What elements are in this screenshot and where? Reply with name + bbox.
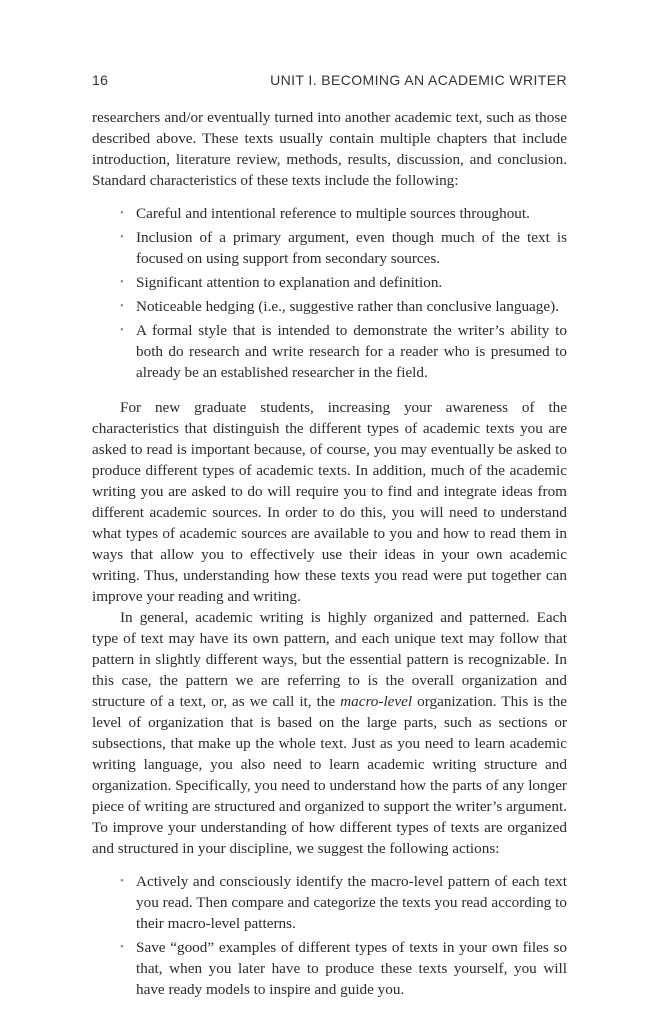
page-number: 16 xyxy=(92,72,109,88)
intro-paragraph: researchers and/or eventually turned into another academic text, such as those described above. These texts usually contain multiple chapters that include introduction, literature review, methods, results, discussion, and conclusion. Standard characteristics of these texts include the following: xyxy=(92,109,567,189)
book-page xyxy=(92,70,567,1014)
bullet-icon: • xyxy=(120,276,124,288)
list-item: • A formal style that is intended to demonstrate the writer’s ability to both do research and write research for a reader who is presumed to already be an established researcher in the field. xyxy=(120,322,567,381)
list-item: • Significant attention to explanation and definition. xyxy=(120,274,443,291)
body-paragraph: For new graduate students, increasing your awareness of the characteristics that distinguish the different types of academic texts you are asked to read is important because, of course, you may eventually be asked to produce different types of academic texts. In addition, much of the academic writing you are asked to do will require you to find and integrate ideas from different academic sources. In order to do this, you will need to understand what types of academic sources are available to you and how to read them in ways that allow you to effectively use their ideas in your own academic writing. Thus, understanding how these texts you read were put together can improve your reading and writing. xyxy=(92,399,567,605)
running-title: UNIT I. BECOMING AN ACADEMIC WRITER xyxy=(270,72,567,88)
body-paragraph: In general, academic writing is highly organized and patterned. Each type of text may have its own pattern, and each unique text may follow that pattern in slightly different ways, but the essential pattern is recognizable. In this case, the pattern we are referring to is the overall organization and structure of a text, or, as we call it, the macro-level organization. This is the level of organization that is based on the large parts, such as sections or subsections, that make up the whole text. Just as you need to learn academic writing language, you also need to learn academic writing structure and organization. Specifically, you need to understand how the parts of any longer piece of writing are structured and organized to support the writer’s argument. To improve your understanding of how different types of texts are organized and structured in your discipline, we suggest the following actions: xyxy=(92,609,567,857)
bullet-icon: • xyxy=(120,875,124,887)
running-header xyxy=(92,70,567,91)
list-item: • Actively and consciously identify the macro-level pattern of each text you read. Then compare and categorize the texts you read according to their macro-level patterns. xyxy=(120,873,567,932)
bullet-icon: • xyxy=(120,941,124,953)
actions-list xyxy=(92,871,567,1000)
list-item: • Noticeable hedging (i.e., suggestive rather than conclusive language). xyxy=(120,298,559,315)
list-item: • Careful and intentional reference to multiple sources throughout. xyxy=(120,205,530,222)
emphasized-term: macro-level xyxy=(340,693,413,710)
bullet-icon: • xyxy=(120,231,124,243)
list-item: • Inclusion of a primary argument, even though much of the text is focused on using support from secondary sources. xyxy=(120,229,567,267)
bullet-icon: • xyxy=(120,324,124,336)
bullet-icon: • xyxy=(120,300,124,312)
bullet-icon: • xyxy=(120,207,124,219)
characteristics-list xyxy=(92,203,567,383)
list-item: • Save “good” examples of different types of texts in your own files so that, when you later have to produce these texts yourself, you will have ready models to inspire and guide you. xyxy=(120,939,567,998)
